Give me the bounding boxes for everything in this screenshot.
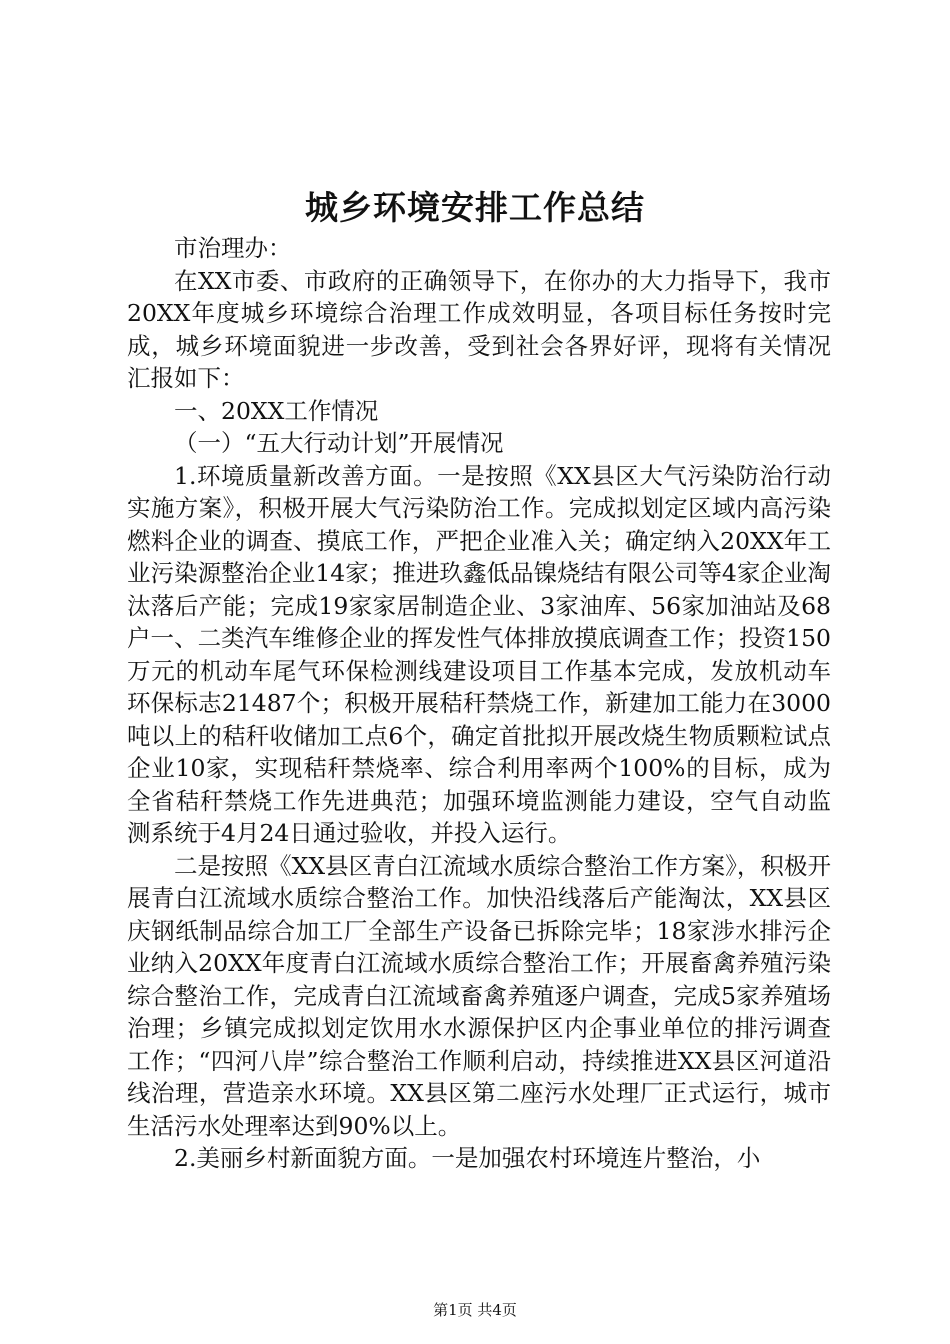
- document-body: [127, 232, 831, 1175]
- document-title: 城乡环境安排工作总结: [305, 188, 645, 227]
- page-footer: 第1页 共4页: [433, 1301, 517, 1319]
- body-paragraph: 2.美丽乡村新面貌方面。一是加强农村环境连片整治，小: [174, 1144, 761, 1172]
- body-paragraph: 二是按照《XX县区青白江流域水质综合整治工作方案》，积极开展青白江流域水质综合整治工作。加快沿线落后产能淘汰，XX县区庆钢纸制品综合加工厂全部生产设备已拆除完毕；18家涉水排污企业纳入20XX年度青白江流域水质综合整治工作；开展畜禽养殖污染综合整治工作，完成青白江流域畜禽养殖逐户调查，完成5家养殖场治理；乡镇完成拟划定饮用水水源保护区内企事业单位的排污调查工作；“四河八岸”综合整治工作顺利启动，持续推进XX县区河道沿线治理，营造亲水环境。XX县区第二座污水处理厂正式运行，城市生活污水处理率达到90%以上。: [127, 851, 831, 1140]
- salutation: 市治理办：: [174, 234, 292, 262]
- subsection-heading: （一）“五大行动计划”开展情况: [174, 429, 504, 457]
- intro-paragraph: 在XX市委、市政府的正确领导下，在你办的大力指导下，我市20XX年度城乡环境综合治理工作成效明显，各项目标任务按时完成，城乡环境面貌进一步改善，受到社会各界好评，现将有关情况汇报如下：: [127, 266, 831, 392]
- body-paragraph: 1.环境质量新改善方面。一是按照《XX县区大气污染防治行动实施方案》，积极开展大气污染防治工作。完成拟划定区域内高污染燃料企业的调查、摸底工作，严把企业准入关；确定纳入20XX年工业污染源整治企业14家；推进玖鑫低品镍烧结有限公司等4家企业淘汰落后产能；完成19家家居制造企业、3家油库、56家加油站及68户一、二类汽车维修企业的挥发性气体排放摸底调查工作；投资150万元的机动车尾气环保检测线建设项目工作基本完成，发放机动车环保标志21487个；积极开展秸秆禁烧工作，新建加工能力在3000吨以上的秸秆收储加工点6个，确定首批拟开展改烧生物质颗粒试点企业10家，实现秸秆禁烧率、综合利用率两个100%的目标，成为全省秸秆禁烧工作先进典范；加强环境监测能力建设，空气自动监测系统于4月24日通过验收，并投入运行。: [127, 461, 831, 847]
- section-heading: 一、20XX工作情况: [174, 396, 379, 425]
